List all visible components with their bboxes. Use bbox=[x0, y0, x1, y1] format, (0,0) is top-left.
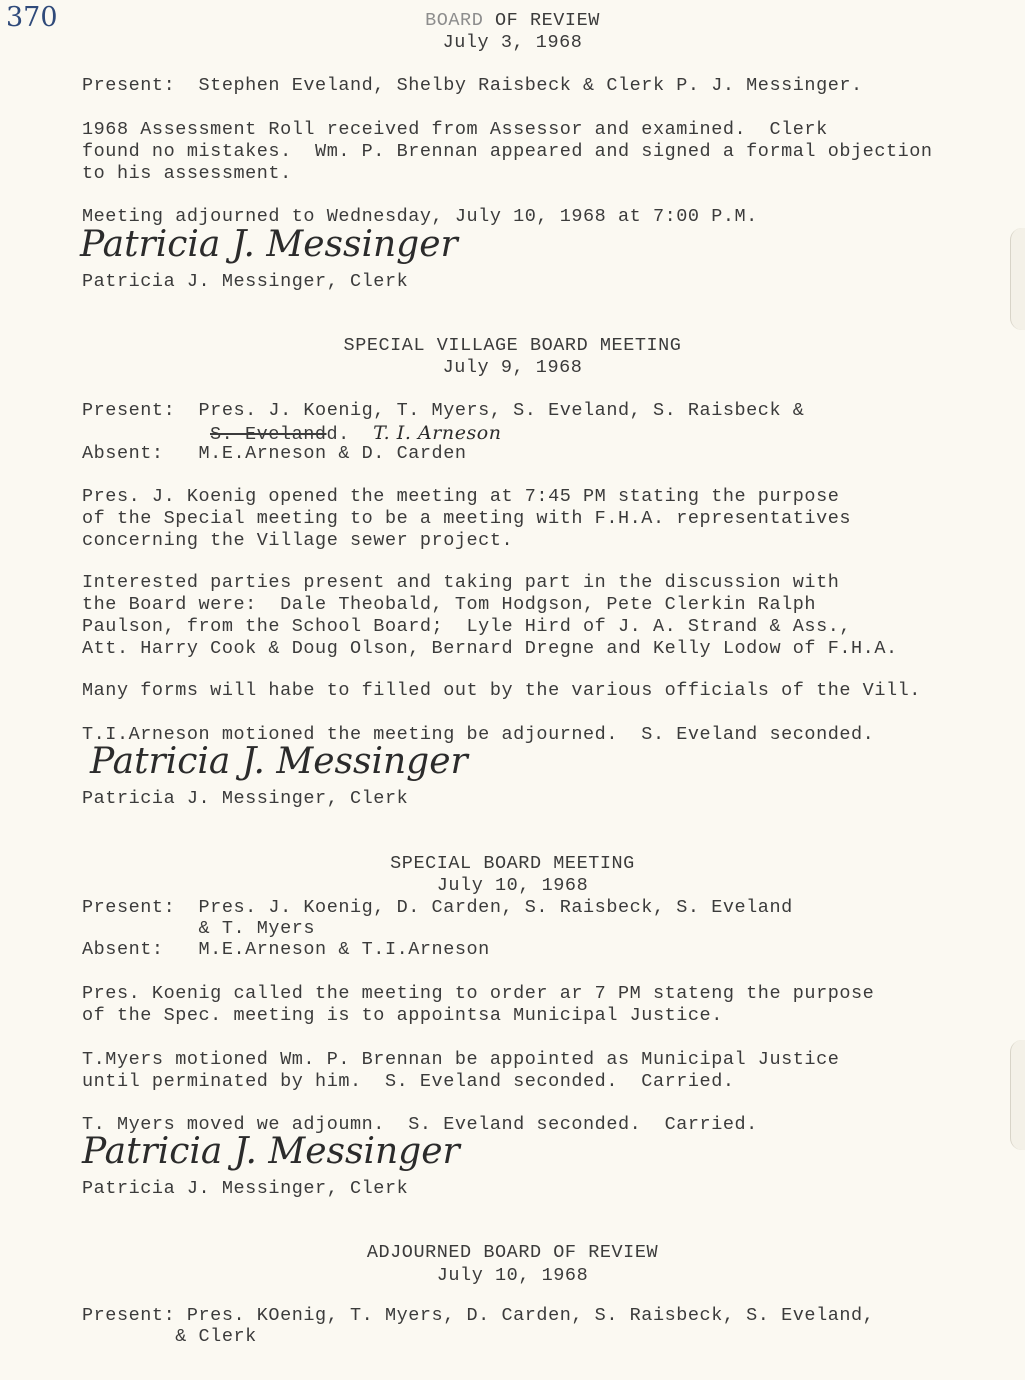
adjourned-review-present-continued: & Clerk bbox=[82, 1326, 257, 1347]
board-of-review-body-line-1: 1968 Assessment Roll received from Assessor and examined. Clerk bbox=[82, 119, 828, 140]
board-of-review-date: July 3, 1968 bbox=[442, 32, 583, 53]
clerk-signer-line: Patricia J. Messinger, Clerk bbox=[82, 1178, 409, 1199]
clerk-signature: Patricia J. Messinger bbox=[80, 224, 458, 265]
adjourned-review-date: July 10, 1968 bbox=[436, 1265, 589, 1286]
adjourned-review-present: Present: Pres. KOenig, T. Myers, D. Carden, S. Raisbeck, S. Eveland, bbox=[82, 1305, 875, 1326]
page-number: 370 bbox=[6, 2, 58, 33]
special-village-p2-line-2: the Board were: Dale Theobald, Tom Hodgson, Pete Clerkin Ralph bbox=[82, 594, 817, 615]
board-of-review-body-line-2: found no mistakes. Wm. P. Brennan appeared and signed a formal objection bbox=[82, 141, 933, 162]
special-board-date: July 10, 1968 bbox=[436, 875, 589, 896]
board-of-review-present: Present: Stephen Eveland, Shelby Raisbeck & Clerk P. J. Messinger. bbox=[82, 75, 863, 96]
special-board-p2-line-2: until perminated by him. S. Eveland seconded. Carried. bbox=[82, 1071, 735, 1092]
title-rest: OF REVIEW bbox=[483, 10, 600, 31]
special-village-p2-line-4: Att. Harry Cook & Doug Olson, Bernard Dregne and Kelly Lodow of F.H.A. bbox=[82, 638, 898, 659]
present-cont-rest: d. bbox=[326, 424, 350, 445]
adjourned-review-title: ADJOURNED BOARD OF REVIEW bbox=[366, 1242, 659, 1263]
special-village-absent: Absent: M.E.Arneson & D. Carden bbox=[82, 443, 467, 464]
clerk-signer-line: Patricia J. Messinger, Clerk bbox=[82, 788, 409, 809]
special-board-p3: T. Myers moved we adjoumn. S. Eveland seconded. Carried. bbox=[82, 1114, 758, 1135]
special-village-p4: T.I.Arneson motioned the meeting be adjourned. S. Eveland seconded. bbox=[82, 724, 875, 745]
struck-name: S. Eveland bbox=[210, 424, 327, 445]
page-edge-curl bbox=[1010, 228, 1025, 330]
special-village-p1-line-1: Pres. J. Koenig opened the meeting at 7:45 PM stating the purpose bbox=[82, 486, 840, 507]
special-village-title: SPECIAL VILLAGE BOARD MEETING bbox=[343, 335, 682, 356]
special-board-p2-line-1: T.Myers motioned Wm. P. Brennan be appointed as Municipal Justice bbox=[82, 1049, 840, 1070]
page-edge-curl bbox=[1010, 1040, 1025, 1150]
special-board-p1-line-2: of the Spec. meeting is to appointsa Municipal Justice. bbox=[82, 1005, 723, 1026]
special-village-p1-line-2: of the Special meeting to be a meeting with F.H.A. representatives bbox=[82, 508, 852, 529]
special-board-p1-line-1: Pres. Koenig called the meeting to order ar 7 PM stateng the purpose bbox=[82, 983, 875, 1004]
board-of-review-adjourned: Meeting adjourned to Wednesday, July 10, 1968 at 7:00 P.M. bbox=[82, 206, 758, 227]
special-board-present: Present: Pres. J. Koenig, D. Carden, S. Raisbeck, S. Eveland bbox=[82, 897, 793, 918]
special-village-date: July 9, 1968 bbox=[442, 357, 583, 378]
clerk-signer-line: Patricia J. Messinger, Clerk bbox=[82, 271, 409, 292]
clerk-signature: Patricia J. Messinger bbox=[90, 741, 468, 782]
board-of-review-title bbox=[0, 10, 1025, 32]
special-board-title: SPECIAL BOARD MEETING bbox=[390, 853, 635, 874]
clerk-signature: Patricia J. Messinger bbox=[82, 1131, 460, 1172]
special-village-present: Present: Pres. J. Koenig, T. Myers, S. Eveland, S. Raisbeck & bbox=[82, 400, 805, 421]
special-village-p1-line-3: concerning the Village sewer project. bbox=[82, 530, 514, 551]
special-village-p2-line-1: Interested parties present and taking part in the discussion with bbox=[82, 572, 840, 593]
special-board-absent: Absent: M.E.Arneson & T.I.Arneson bbox=[82, 939, 490, 960]
handwritten-name-insert: T. I. Arneson bbox=[373, 422, 502, 444]
title-faded-part: BOARD bbox=[425, 10, 484, 31]
special-village-p3: Many forms will habe to filled out by the various officials of the Vill. bbox=[82, 680, 921, 701]
board-of-review-body-line-3: to his assessment. bbox=[82, 163, 292, 184]
special-village-p2-line-3: Paulson, from the School Board; Lyle Hird of J. A. Strand & Ass., bbox=[82, 616, 852, 637]
special-board-present-continued: & T. Myers bbox=[82, 918, 316, 939]
